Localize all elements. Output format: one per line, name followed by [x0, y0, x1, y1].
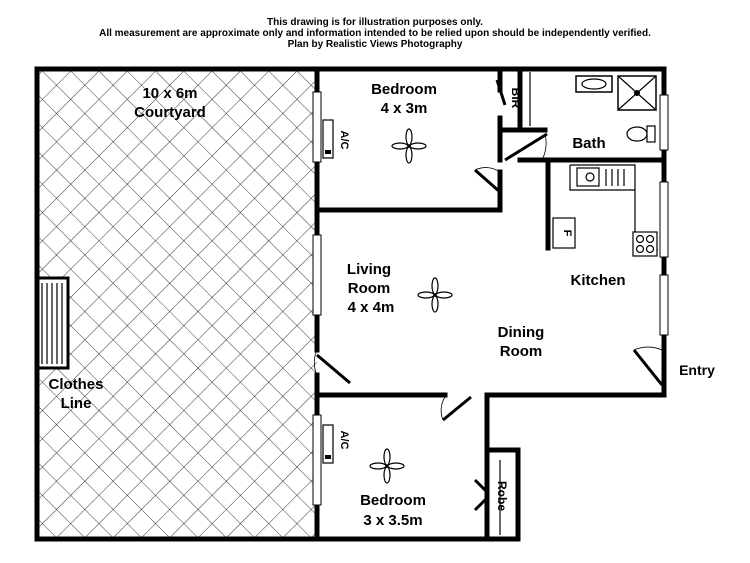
disclaimer-line-2: All measurement are approximate only and information intended to be relied upon should be independently verified.: [99, 28, 651, 39]
disclaimer-line-1: This drawing is for illustration purposes only.: [267, 17, 483, 28]
ac-unit-1: [323, 120, 333, 158]
courtyard-label: Courtyard: [134, 104, 206, 121]
sink-icon: [577, 168, 599, 186]
bir-label: BIR: [509, 87, 523, 109]
kitchen-label: Kitchen: [570, 272, 626, 289]
ceiling-fan-icon: [370, 449, 404, 483]
bath-label: Bath: [572, 135, 606, 152]
clothes-line-frame: [37, 278, 68, 368]
bedroom1-size: 4 x 3m: [380, 100, 428, 117]
toilet-icon: [627, 127, 647, 141]
bedroom2-size: 3 x 3.5m: [363, 512, 423, 529]
ceiling-fan-icon: [392, 129, 426, 163]
kitchen-fixtures: [553, 165, 658, 256]
fridge-label: F: [561, 229, 573, 237]
courtyard-lattice: [37, 69, 317, 539]
robe-label: Robe: [495, 481, 509, 511]
entry-label: Entry: [679, 362, 715, 378]
bedroom1-label: Bedroom: [371, 81, 437, 98]
living-size: 4 x 4m: [347, 299, 395, 316]
dining-label-1: Dining: [497, 324, 545, 341]
dining-label-2: Room: [499, 343, 543, 360]
bedroom2-label: Bedroom: [360, 492, 426, 509]
cooktop-icon: [633, 232, 657, 256]
ceiling-fan-icon: [418, 278, 452, 312]
courtyard-size: 10 x 6m: [142, 85, 198, 102]
ac-unit-2: [323, 425, 333, 463]
ac-label: A/C: [338, 430, 350, 450]
bath-fixtures: [576, 76, 656, 142]
clothes-line-label-2: Line: [60, 395, 92, 412]
ac-label: A/C: [338, 130, 350, 150]
living-label-1: Living: [346, 261, 392, 278]
plan-credit: Plan by Realistic Views Photography: [287, 39, 463, 50]
living-label-2: Room: [347, 280, 391, 297]
clothes-line-label-1: Clothes: [48, 376, 104, 393]
